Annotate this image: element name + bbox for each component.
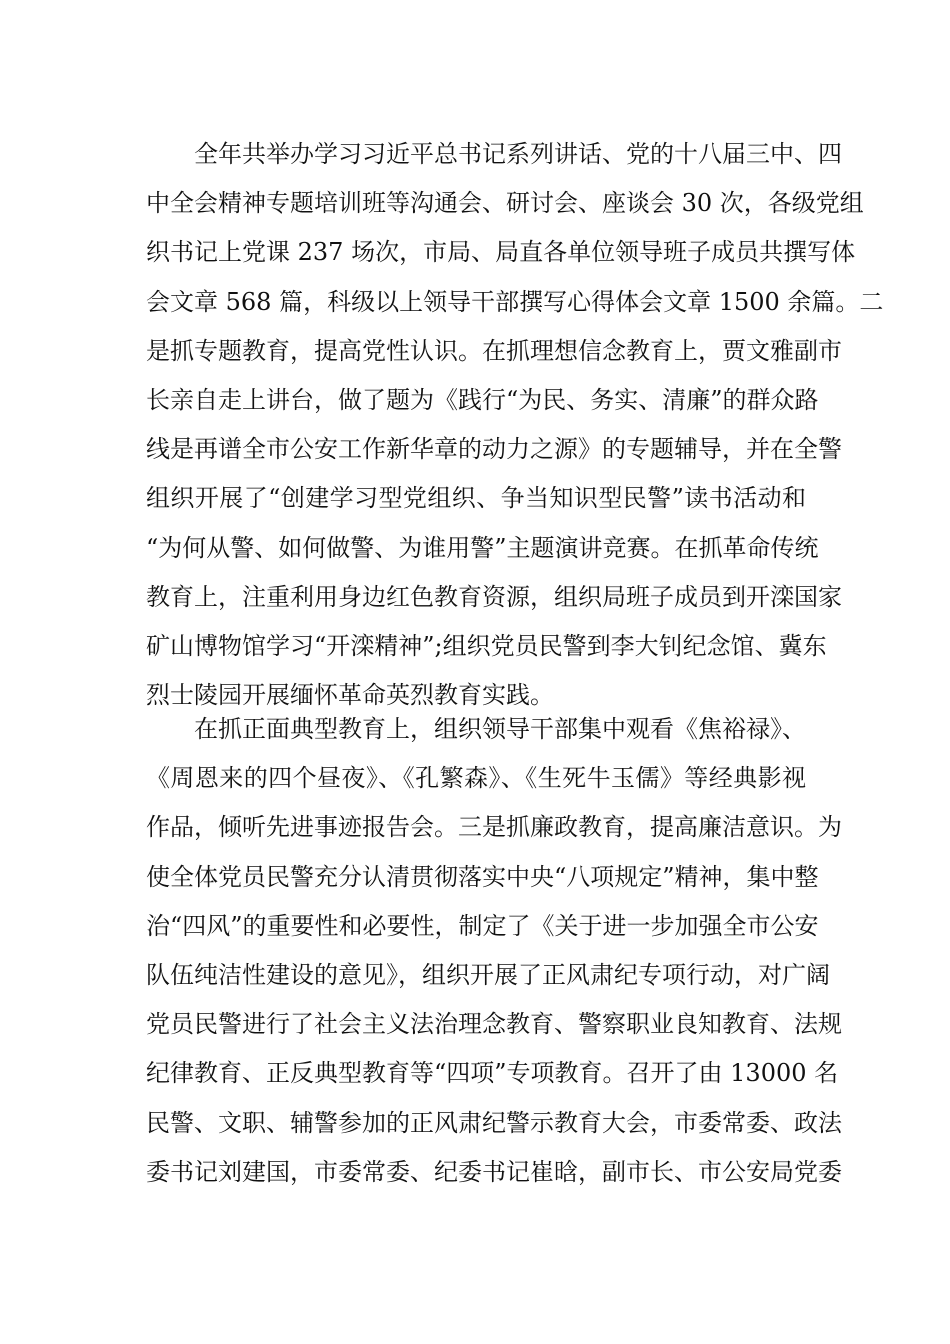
paragraph-line: 使全体党员民警充分认清贯彻落实中央“八项规定”精神，集中整 [146, 862, 819, 891]
paragraph-line: “为何从警、如何做警、为谁用警”主题演讲竞赛。在抓革命传统 [146, 533, 819, 562]
paragraph-line: 教育上，注重利用身边红色教育资源，组织局班子成员到开滦国家 [146, 582, 842, 611]
paragraph-line: 矿山博物馆学习“开滦精神”;组织党员民警到李大钊纪念馆、冀东 [146, 631, 827, 660]
paragraph-line: 队伍纯洁性建设的意见》，组织开展了正风肃纪专项行动，对广阔 [146, 960, 830, 989]
paragraph-line: 民警、文职、辅警参加的正风肃纪警示教育大会，市委常委、政法 [146, 1108, 842, 1137]
paragraph-line: 在抓正面典型教育上，组织领导干部集中观看《焦裕禄》、 [194, 715, 806, 743]
paragraph-line: 中全会精神专题培训班等沟通会、研讨会、座谈会 30 次，各级党组 [146, 189, 864, 218]
paragraph-line: 党员民警进行了社会主义法治理念教育、警察职业良知教育、法规 [146, 1010, 842, 1039]
paragraph-line: 作品，倾听先进事迹报告会。三是抓廉政教育，提高廉洁意识。为 [146, 813, 842, 842]
paragraph-line: 烈士陵园开展缅怀革命英烈教育实践。 [146, 681, 554, 710]
paragraph-line: 全年共举办学习习近平总书记系列讲话、党的十八届三中、四 [194, 140, 842, 168]
paragraph-line: 长亲自走上讲台，做了题为《践行“为民、务实、清廉”的群众路 [146, 385, 819, 414]
paragraph-line: 《周恩来的四个昼夜》、《孔繁森》、《生死牛玉儒》等经典影视 [146, 764, 806, 793]
paragraph-line: 是抓专题教育，提高党性认识。在抓理想信念教育上，贾文雅副市 [146, 336, 842, 365]
paragraph-line: 委书记刘建国，市委常委、纪委书记崔晗，副市长、市公安局党委 [146, 1157, 842, 1186]
paragraph-line: 纪律教育、正反典型教育等“四项”专项教育。召开了由 13000 名 [146, 1059, 839, 1088]
paragraph-line: 组织开展了“创建学习型党组织、争当知识型民警”读书活动和 [146, 484, 806, 513]
paragraph-line: 会文章 568 篇，科级以上领导干部撰写心得体会文章 1500 余篇。二 [146, 287, 884, 316]
paragraph-line: 治“四风”的重要性和必要性，制定了《关于进一步加强全市公安 [146, 911, 819, 940]
paragraph-line: 线是再谱全市公安工作新华章的动力之源》的专题辅导，并在全警 [146, 435, 842, 464]
paragraph-line: 织书记上党课 237 场次，市局、局直各单位领导班子成员共撰写体 [146, 238, 856, 267]
paragraph-1 [146, 130, 884, 720]
paragraph-2 [146, 705, 842, 1197]
